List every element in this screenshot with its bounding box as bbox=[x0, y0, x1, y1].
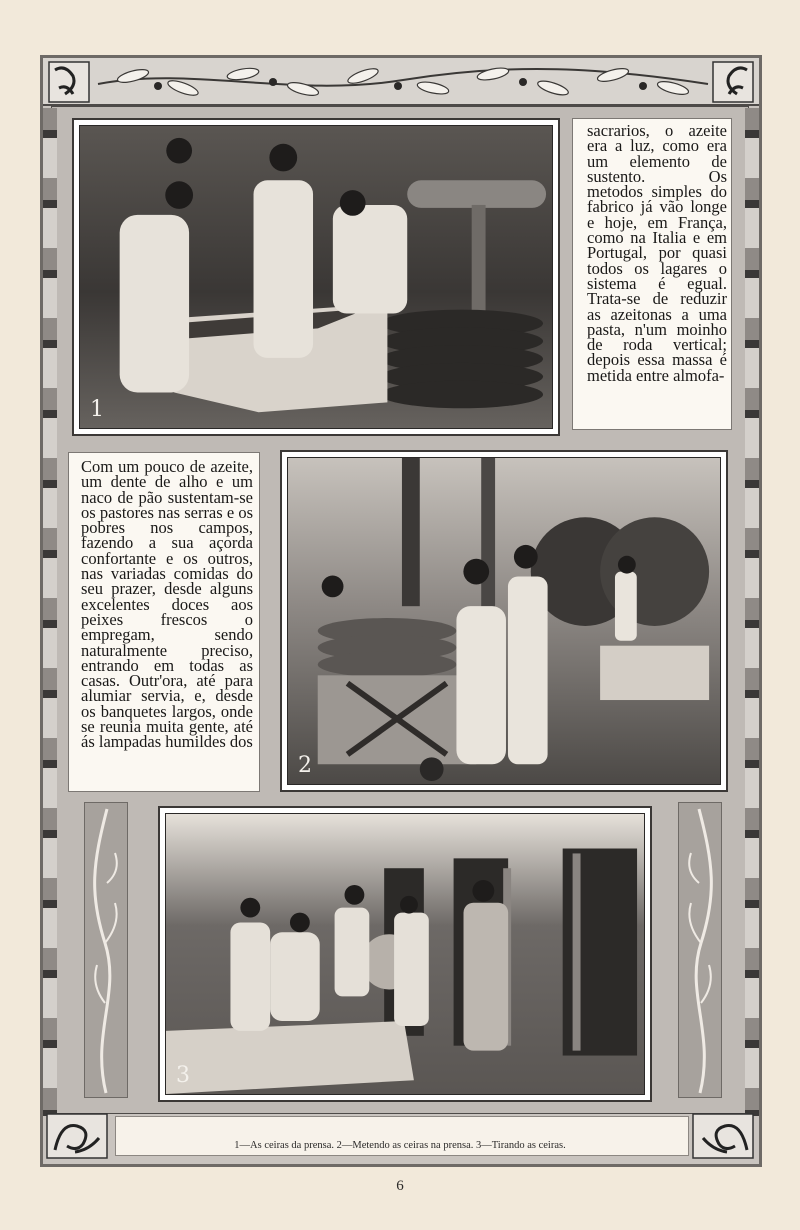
photo-1-image bbox=[79, 125, 553, 429]
photo-2 bbox=[280, 450, 728, 792]
corner-ornament-bottom-right bbox=[691, 1112, 757, 1162]
photo-1 bbox=[72, 118, 560, 436]
photo-3-image bbox=[165, 813, 645, 1095]
right-column-text: sacrarios, o azeite era a luz, como era um elemento de sustento. Os metodos simples do fabrico já vão longe e hoje, em França, como na Italia e em Portugal, por quasi todos os lagares o sistema é egual. Trata-se de reduzir as azeitonas a uma pasta, n'um moinho de roda vertical; depois essa massa é metida entre almofa- bbox=[587, 121, 727, 385]
left-floral-ornament bbox=[85, 803, 127, 1097]
photo-3 bbox=[158, 806, 652, 1102]
page-number: 6 bbox=[396, 1178, 404, 1194]
photo-2-number: 2 bbox=[298, 753, 312, 778]
right-border-strip bbox=[745, 108, 759, 1116]
olive-branch-ornament bbox=[43, 58, 759, 106]
figure-caption: 1—As ceiras da prensa. 2—Metendo as ceiras na prensa. 3—Tirando as ceiras. bbox=[234, 1140, 566, 1151]
corner-ornament-bottom-left bbox=[45, 1112, 111, 1162]
left-floral-panel bbox=[84, 802, 128, 1098]
decorative-header-band bbox=[43, 58, 759, 106]
photo-2-image bbox=[287, 457, 721, 785]
left-column-text: Com um pouco de azeite, um dente de alho e um naco de pão sustentam-se os pastores nas serras e os pobres nos campos, fazendo a sua açorda confortante e os outros, nas variadas comidas do seu prazer, desde alguns excelentes doces aos peixes frescos o empregam, sendo naturalmente preciso, entrando em todas as casas. Outr'ora, até para alumiar servia, e, desde os banquetes largos, onde se reunia muita gente, até ás lampadas humildes dos bbox=[81, 457, 253, 752]
left-text-column bbox=[68, 452, 260, 792]
photo-1-number: 1 bbox=[90, 397, 104, 422]
left-border-strip bbox=[43, 108, 57, 1116]
right-floral-panel bbox=[678, 802, 722, 1098]
photo-3-number: 3 bbox=[176, 1063, 190, 1088]
right-text-column bbox=[572, 118, 732, 430]
right-floral-ornament bbox=[679, 803, 721, 1097]
